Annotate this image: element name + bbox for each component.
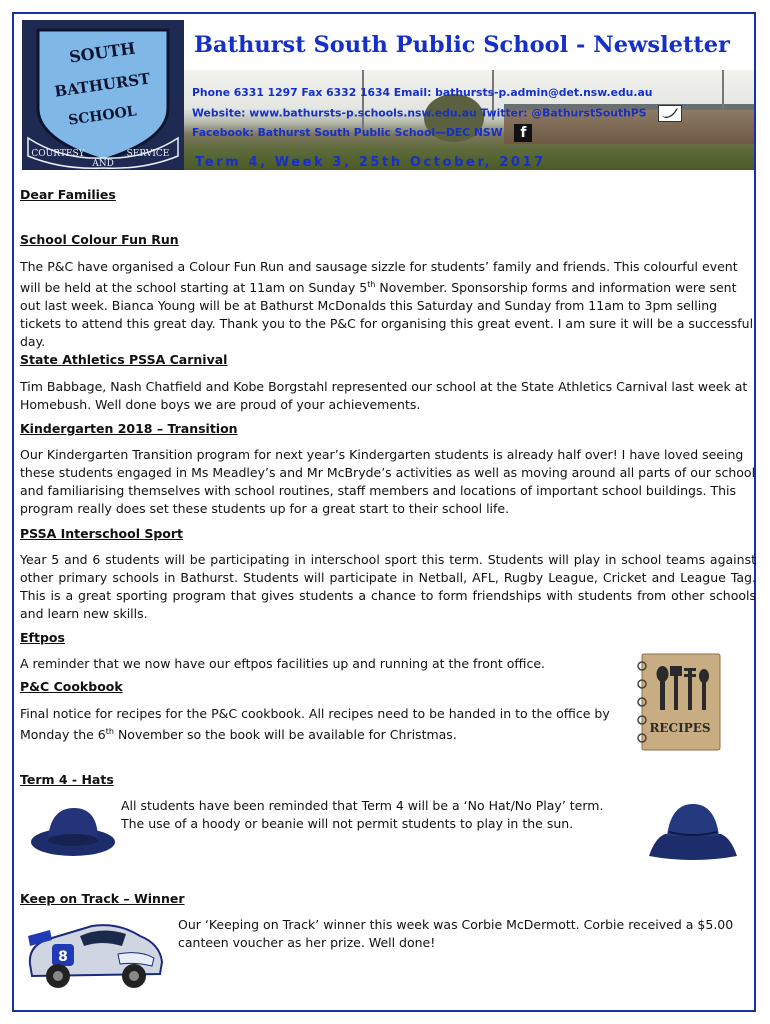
- fun-run-text: The P&C have organised a Colour Fun Run and sausage sizzle for students’ family and friends. This colourful event will be held at the school starting at 11am on Sunday 5th November. Sponsorship forms and information were sent out last week. Bianca Young will be at Bathurst McDonalds this Saturday and Sunday from 11am to 3pm selling tickets to attend this great day. Thank you to the P&C for organising this great event. I am sure it will be a successful day.: [20, 259, 754, 350]
- recipe-book-image: [636, 652, 722, 752]
- cookbook-text: Final notice for recipes for the P&C cookbook. All recipes need to be handed in to the office by Monday the 6th November so the book will be available for Christmas.: [20, 706, 610, 743]
- winner-text: Our ‘Keeping on Track’ winner this week was Corbie McDermott. Corbie received a $5.00 canteen voucher as her prize. Well done!: [178, 917, 734, 950]
- hat-image: [28, 800, 118, 860]
- heading-eftpos: Eftpos: [20, 630, 65, 645]
- hats-text: All students have been reminded that Term 4 will be a ‘No Hat/No Play’ term. The use of a hoody or beanie will not permit students to play in the sun.: [121, 798, 604, 831]
- heading-kindergarten: Kindergarten 2018 – Transition: [20, 421, 238, 436]
- contact-line: Phone 6331 1297 Fax 6332 1634 Email: bathursts-p.admin@det.nsw.edu.au: [192, 86, 653, 99]
- term-date: Term 4, Week 3, 25th October, 2017: [195, 155, 546, 170]
- facebook-icon[interactable]: f: [514, 124, 532, 142]
- race-car-image: [22, 914, 168, 994]
- web-line-row: [192, 105, 682, 122]
- heading-athletics: State Athletics PSSA Carnival: [20, 352, 228, 367]
- eftpos-text: A reminder that we now have our eftpos facilities up and running at the front office.: [20, 656, 545, 671]
- facebook-line[interactable]: Facebook: Bathurst South Public School—DEC NSW: [192, 126, 503, 139]
- hat-image-2: [645, 798, 741, 864]
- heading-hats: Term 4 - Hats: [20, 772, 114, 787]
- badge-middle-word: BATHURST: [53, 69, 152, 101]
- recipes-label: RECIPES: [649, 721, 711, 735]
- heading-fun-run: School Colour Fun Run: [20, 232, 179, 247]
- badge-ribbon-center: AND: [92, 159, 114, 169]
- kindergarten-text: Our Kindergarten Transition program for next year’s Kindergarten students is already half over! I have loved seeing these students engaged in Ms Meadley’s and Mr McBryde’s activities as well as moving around all parts of our school and familiarising themselves with school routines, staff members and locations of important school buildings. This program really does set these students up for a great start to their school life.: [20, 447, 756, 516]
- badge-top-word: SOUTH: [68, 38, 137, 67]
- pssa-text: Year 5 and 6 students will be participating in interschool sport this term. Students will play in school teams against other primary schools in Bathurst. Students will participate in Netball, AFL, Rugby League, Cricket and League Tag. This is a great sporting program that gives students a chance to form friendships with students from other schools and learn new skills.: [20, 552, 756, 621]
- heading-winner: Keep on Track – Winner: [20, 891, 185, 906]
- greeting: Dear Families: [20, 187, 116, 202]
- web-line[interactable]: Website: www.bathursts-p.schools.nsw.edu.au Twitter: @BathurstSouthPS: [192, 106, 647, 120]
- athletics-text: Tim Babbage, Nash Chatfield and Kobe Borgstahl represented our school at the State Athletics Carnival last week at Homebush. Well done boys we are proud of your achievements.: [20, 379, 748, 412]
- newsletter-title: Bathurst South Public School - Newsletter: [194, 32, 730, 58]
- heading-cookbook: P&C Cookbook: [20, 679, 123, 694]
- newsletter-header: [14, 14, 754, 172]
- twitter-icon[interactable]: [658, 105, 682, 122]
- school-badge-logo: [22, 20, 184, 170]
- badge-ribbon-right: SERVICE: [126, 149, 170, 159]
- heading-pssa: PSSA Interschool Sport: [20, 526, 184, 541]
- badge-bottom-word: SCHOOL: [67, 103, 138, 129]
- badge-ribbon-left: COURTESY: [31, 149, 85, 159]
- facebook-row: [192, 124, 532, 142]
- svg-text:8: 8: [58, 949, 68, 965]
